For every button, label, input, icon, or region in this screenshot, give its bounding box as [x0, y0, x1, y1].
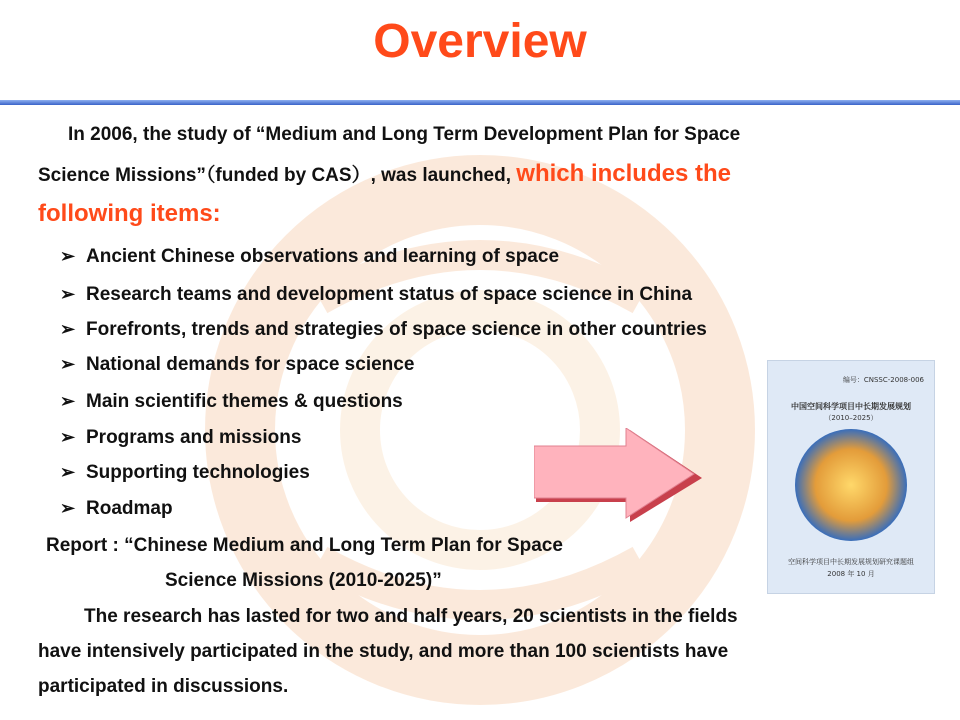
list-item: [60, 284, 692, 306]
list-item: [60, 498, 173, 520]
cover-years: （2010–2025）: [824, 414, 878, 422]
arrow-bullet-icon: ➢: [60, 391, 76, 411]
arrow-bullet-icon: ➢: [60, 246, 76, 266]
arrow-bullet-icon: ➢: [60, 462, 76, 482]
list-item-text: Research teams and development status of space science in China: [86, 284, 693, 305]
list-item-text: Roadmap: [86, 498, 173, 519]
arrow-bullet-icon: ➢: [60, 427, 76, 447]
intro-highlight-a: which includes the: [516, 160, 731, 187]
cover-emblem-image: [795, 429, 907, 541]
report-line-2: Science Missions (2010-2025)”: [165, 570, 442, 591]
cover-date: 2008 年 10 月: [827, 570, 875, 578]
list-item: [60, 427, 301, 449]
cover-org: 空间科学项目中长期发展规划研究课题组: [788, 558, 914, 566]
report-cover-image: [767, 360, 935, 594]
title-divider: [0, 100, 960, 105]
list-item: [60, 354, 414, 376]
list-item: [60, 391, 403, 413]
list-item-text: Programs and missions: [86, 427, 302, 448]
report-line-1: Report : “Chinese Medium and Long Term Plan for Space: [46, 535, 563, 556]
arrow-bullet-icon: ➢: [60, 319, 76, 339]
intro-line-1: In 2006, the study of “Medium and Long Term Development Plan for Space: [68, 124, 741, 145]
closing-line-3: participated in discussions.: [38, 676, 289, 697]
list-item-text: Supporting technologies: [86, 462, 310, 483]
list-item-text: Main scientific themes & questions: [86, 391, 403, 412]
list-item: [60, 319, 707, 341]
list-item-text: Forefronts, trends and strategies of space science in other countries: [86, 319, 707, 340]
arrow-bullet-icon: ➢: [60, 354, 76, 374]
page-title: Overview: [373, 15, 587, 68]
intro-highlight-b: following items:: [38, 200, 221, 227]
intro-line-2-text: Science Missions”（funded by CAS）, was launched,: [38, 165, 517, 186]
list-item-text: Ancient Chinese observations and learning of space: [86, 246, 560, 267]
list-item-text: National demands for space science: [86, 354, 415, 375]
intro-line-2: [38, 160, 731, 188]
right-arrow-icon: [534, 428, 704, 524]
closing-line-2: have intensively participated in the study, and more than 100 scientists have: [38, 641, 729, 662]
arrow-bullet-icon: ➢: [60, 284, 76, 304]
list-item: [60, 462, 310, 484]
closing-line-1: The research has lasted for two and half years, 20 scientists in the fields: [84, 606, 738, 627]
arrow-bullet-icon: ➢: [60, 498, 76, 518]
cover-title: 中国空间科学项目中长期发展规划: [791, 402, 911, 411]
list-item: [60, 246, 559, 268]
cover-code: 编号：CNSSC-2008-006: [842, 376, 924, 384]
